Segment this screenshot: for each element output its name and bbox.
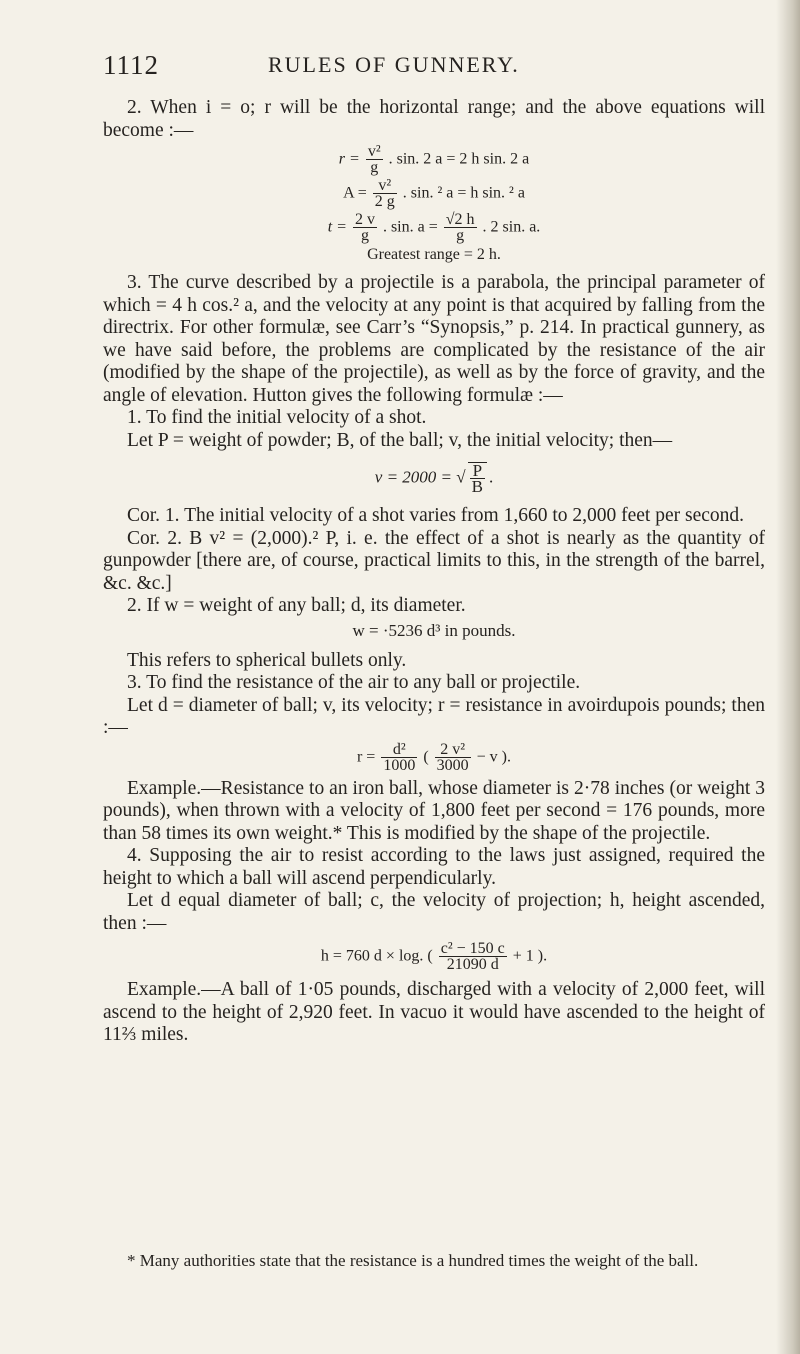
item-3: 3. To find the resistance of the air to any ball or projectile. xyxy=(127,672,581,693)
equation-resistance xyxy=(103,742,765,774)
item-4: 4. Supposing the air to resist according to the laws just assigned, required the height to which a ball will ascend perpendicularly. xyxy=(103,845,765,889)
eq-v-end: . xyxy=(488,467,494,487)
numerator: v² xyxy=(373,178,397,194)
eq-r2-end: − v ). xyxy=(476,748,512,766)
page-edge-shadow xyxy=(776,0,800,1354)
eq-t-mid: . sin. a = xyxy=(382,218,438,236)
fraction xyxy=(439,941,507,973)
denominator: 2 g xyxy=(374,193,395,210)
numerator: d² xyxy=(381,742,417,758)
numerator: √2 h xyxy=(445,211,475,228)
denominator: g xyxy=(370,159,379,176)
numerator: c² − 150 c xyxy=(440,940,505,957)
numerator: P xyxy=(470,463,485,479)
item-2: 2. If w = weight of any ball; d, its diameter. xyxy=(127,595,466,616)
eq-t-rest: . 2 sin. a. xyxy=(482,218,541,236)
denominator: 21090 d xyxy=(446,956,499,973)
fraction xyxy=(373,178,397,210)
spherical-note: This refers to spherical bullets only. xyxy=(127,649,407,671)
item-4-detail: Let d equal diameter of ball; c, the velocity of projection; h, height ascended, then :— xyxy=(103,890,765,934)
equation-t xyxy=(103,212,765,244)
denominator: 3000 xyxy=(436,756,469,774)
fraction xyxy=(435,742,471,774)
paragraph-2: 2. When i = o; r will be the horizontal range; and the above equations will become :— xyxy=(103,97,765,141)
fraction xyxy=(444,212,477,244)
open-paren: ( xyxy=(423,748,429,766)
denominator: g xyxy=(360,227,369,244)
running-title: RULES OF GUNNERY. xyxy=(268,52,520,77)
eq-v-lhs: v = 2000 = xyxy=(374,467,453,487)
eq-r2-lhs: r = xyxy=(356,748,376,766)
item-1: 1. To find the initial velocity of a shot. xyxy=(127,407,427,428)
page-body xyxy=(103,97,765,1047)
corollary-2: Cor. 2. B v² = (2,000).² P, i. e. the effect of a shot is nearly as the quantity of gunpowder [there are, of course, practical limits to this, in the strength of the barrel, &c. &c.] xyxy=(103,527,765,594)
fraction xyxy=(468,462,487,495)
eq-r-rest: . sin. 2 a = 2 h sin. 2 a xyxy=(388,150,530,168)
eq-r-lhs: r = xyxy=(338,150,360,168)
eq-h-end: + 1 ). xyxy=(512,947,548,965)
denominator: B xyxy=(471,477,483,496)
numerator: 2 v² xyxy=(435,742,471,758)
equation-w: w = ·5236 d³ in pounds. xyxy=(352,620,516,640)
page-header xyxy=(103,48,763,82)
page-number: 1112 xyxy=(103,50,159,80)
footnote: * Many authorities state that the resistance is a hundred times the weight of the ball. xyxy=(127,1251,699,1270)
equation-v xyxy=(103,462,765,495)
eq-h-lhs: h = 760 d × log. ( xyxy=(320,947,433,965)
numerator: 2 v xyxy=(354,211,375,228)
fraction xyxy=(353,212,377,244)
paragraph-3: 3. The curve described by a projectile is a parabola, the principal parameter of which = 4 h cos.² a, and the velocity at any point is that acquired by falling from the directrix. For other formulæ, see Carr’s “Synopsis,” p. 214. In practical gunnery, as we have said before, the problems are complicated by the resistance of the air (modified by the shape of the projectile), as well as by the force of gravity, and the angle of elevation. Hutton gives the following formulæ :— xyxy=(103,272,765,406)
eq-A-rest: . sin. ² a = h sin. ² a xyxy=(402,184,525,202)
corollary-1: Cor. 1. The initial velocity of a shot varies from 1,660 to 2,000 feet per second. xyxy=(127,505,745,526)
item-1-detail: Let P = weight of powder; B, of the ball; v, the initial velocity; then— xyxy=(127,429,673,451)
equation-r xyxy=(103,144,765,176)
denominator: 1000 xyxy=(383,756,416,774)
equation-A xyxy=(103,178,765,210)
denominator: g xyxy=(456,227,465,244)
numerator: v² xyxy=(367,143,381,160)
item-3-detail: Let d = diameter of ball; v, its velocity; r = resistance in avoirdupois pounds; then :— xyxy=(103,694,765,738)
greatest-range: Greatest range = 2 h. xyxy=(367,246,501,263)
fraction xyxy=(381,742,417,774)
fraction xyxy=(366,144,383,176)
eq-t-lhs: t = xyxy=(327,218,347,236)
example-2: Example.—A ball of 1·05 pounds, discharged with a velocity of 2,000 feet, will ascend to the height of 2,920 feet. In vacuo it would have ascended to the height of 11⅔ miles. xyxy=(103,979,765,1045)
example-1: Example.—Resistance to an iron ball, whose diameter is 2·78 inches (or weight 3 pounds), when thrown with a velocity of 1,800 feet per second = 176 pounds, more than 58 times its own weight.* This is modified by the shape of the projectile. xyxy=(103,777,765,844)
equation-height xyxy=(103,941,765,973)
sqrt-sign: √ xyxy=(456,467,466,487)
eq-A-lhs: A = xyxy=(343,184,367,202)
